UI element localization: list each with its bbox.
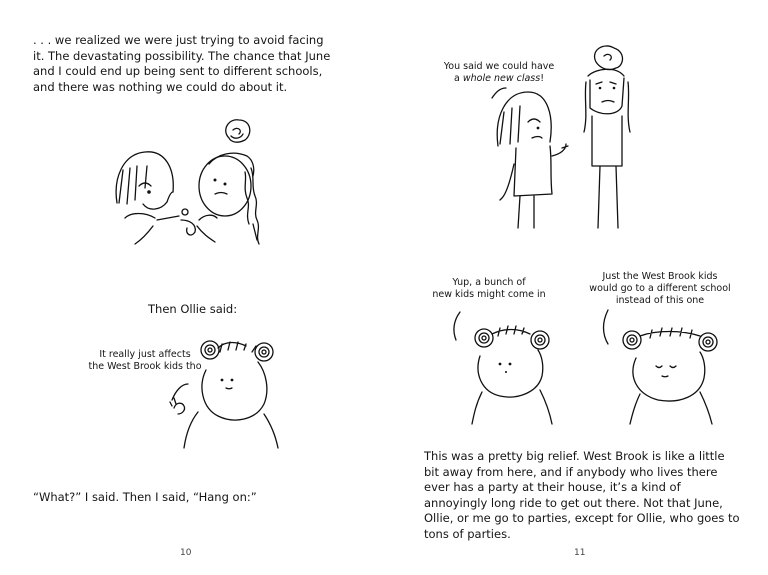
- speech-line: instead of this one: [615, 295, 705, 306]
- intro-paragraph: . . . we realized we were just trying to avoid facing it. The devastating possibility. The chance that June and I could end up being sent to different schools, and there was nothing we could do about it.: [33, 33, 331, 94]
- speech-emphasis: whole new class: [462, 73, 541, 84]
- closing-paragraph-right: This was a pretty big relief. West Brook is like a little bit away from here, and if anybody who lives there ever has a party at their house, it’s a kind of annoyingly long ride to get out there. Not that June, Ollie, or me go to parties, except for Ollie, who goes to tons of parties.: [424, 449, 740, 541]
- speech-line: It really just affects: [99, 349, 191, 360]
- closing-line-left: “What?” I said. Then I said, “Hang on:”: [33, 490, 257, 504]
- ollie-smiling-illustration: [596, 300, 726, 425]
- two-standing-girls-illustration: [492, 46, 662, 231]
- speech-line: Just the West Brook kids: [602, 271, 718, 282]
- page-number-left: 10: [180, 548, 192, 558]
- speech-line: the West Brook kids tho: [88, 361, 202, 372]
- speech-punctuation: !: [540, 73, 545, 84]
- speech-line: would go to a different school: [589, 283, 731, 294]
- speech-bubble-yup: [429, 277, 549, 301]
- then-ollie-said-caption: Then Ollie said:: [148, 302, 238, 316]
- two-girls-illustration: [105, 108, 265, 253]
- speech-line: new kids might come in: [432, 289, 546, 300]
- ollie-illustration: [168, 330, 288, 450]
- ollie-talking-illustration: [448, 300, 568, 425]
- speech-line: You said we could have: [443, 61, 555, 72]
- page-number-right: 11: [574, 548, 586, 558]
- speech-line: Yup, a bunch of: [452, 277, 526, 288]
- right-page: [384, 0, 768, 575]
- speech-word: a: [453, 73, 460, 84]
